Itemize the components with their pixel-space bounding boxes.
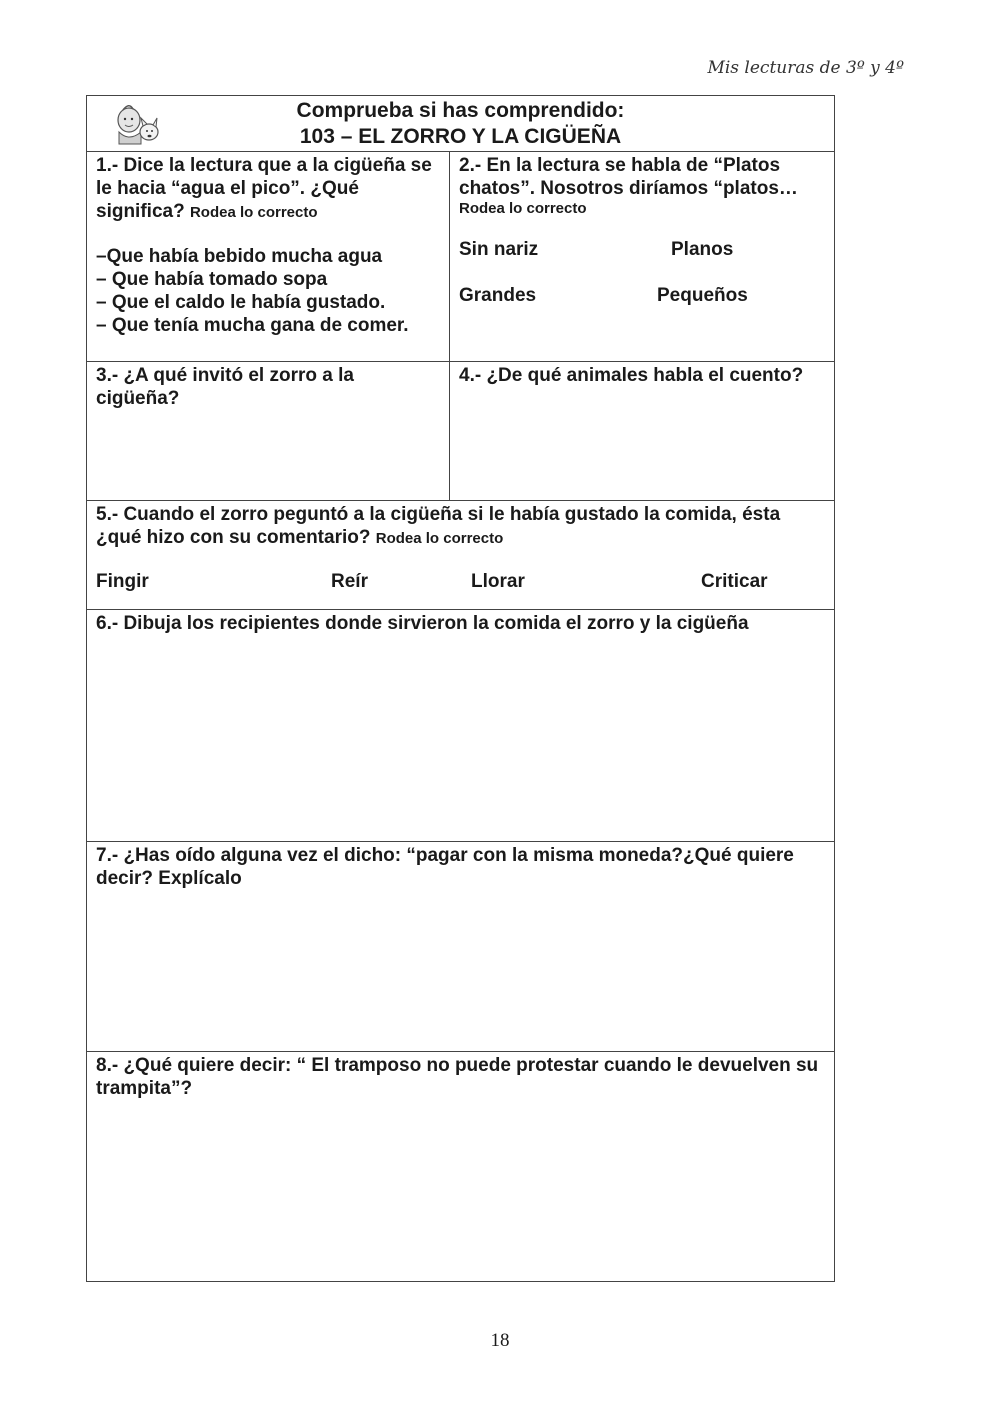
q1-option-1[interactable]: –Que había bebido mucha agua xyxy=(96,246,383,267)
question-8-cell[interactable] xyxy=(87,1052,834,1282)
q1-option-2[interactable]: – Que había tomado sopa xyxy=(96,269,328,290)
question-6-cell[interactable] xyxy=(87,610,834,841)
row-q7 xyxy=(87,841,834,1051)
question-7-cell[interactable] xyxy=(87,842,834,1051)
row-q1-q2 xyxy=(87,151,834,361)
question-4-cell[interactable] xyxy=(450,362,834,500)
page-number: 18 xyxy=(490,1330,510,1351)
question-2-text: 2.- En la lectura se habla de “Platos chatos”. Nosotros diríamos “platos… xyxy=(459,155,798,199)
row-q6 xyxy=(87,609,834,841)
row-q3-q4 xyxy=(87,361,834,500)
q5-option-4[interactable]: Criticar xyxy=(701,571,768,592)
question-2-note: Rodea lo correcto xyxy=(459,200,587,217)
question-1-text: 1.- Dice la lectura que a la cigüeña se le hacia “agua el pico”. ¿Qué significa? Rodea lo correcto xyxy=(96,155,432,222)
question-4-text: 4.- ¿De qué animales habla el cuento? xyxy=(459,365,804,386)
question-8-text: 8.- ¿Qué quiere decir: “ El tramposo no puede protestar cuando le devuelven su trampita”? xyxy=(96,1055,819,1099)
q1-option-3[interactable]: – Que el caldo le había gustado. xyxy=(96,292,386,313)
corner-note: Mis lecturas de 3º y 4º xyxy=(707,58,904,78)
question-5-text: 5.- Cuando el zorro peguntó a la cigüeña si le había gustado la comida, ésta ¿qué hizo con su comentario? Rodea lo correcto xyxy=(96,504,781,548)
question-3-text: 3.- ¿A qué invitó el zorro a la cigüeña? xyxy=(96,365,354,409)
worksheet-header xyxy=(87,96,834,151)
q5-option-1[interactable]: Fingir xyxy=(96,571,149,592)
q2-option-2[interactable]: Planos xyxy=(671,239,734,260)
q1-option-4[interactable]: – Que tenía mucha gana de comer. xyxy=(96,315,409,336)
question-3-cell[interactable] xyxy=(87,362,450,500)
row-q8 xyxy=(87,1051,834,1282)
page-title xyxy=(87,98,834,150)
title-line-1: Comprueba si has comprendido: xyxy=(296,99,625,122)
q2-option-1[interactable]: Sin nariz xyxy=(459,239,539,260)
q2-option-3[interactable]: Grandes xyxy=(459,285,537,306)
q2-option-4[interactable]: Pequeños xyxy=(657,285,748,306)
q5-option-2[interactable]: Reír xyxy=(331,571,368,592)
q5-option-3[interactable]: Llorar xyxy=(471,571,525,592)
title-line-2: 103 – EL ZORRO Y LA CIGÜEÑA xyxy=(299,125,622,148)
worksheet-table xyxy=(86,95,835,1282)
row-q5 xyxy=(87,500,834,609)
question-6-text: 6.- Dibuja los recipientes donde sirvieron la comida el zorro y la cigüeña xyxy=(96,613,749,634)
question-7-text: 7.- ¿Has oído alguna vez el dicho: “pagar con la misma moneda?¿Qué quiere decir? Explícalo xyxy=(96,845,794,889)
question-5-cell xyxy=(87,501,834,609)
question-1-cell xyxy=(87,152,450,361)
question-2-cell xyxy=(450,152,834,361)
